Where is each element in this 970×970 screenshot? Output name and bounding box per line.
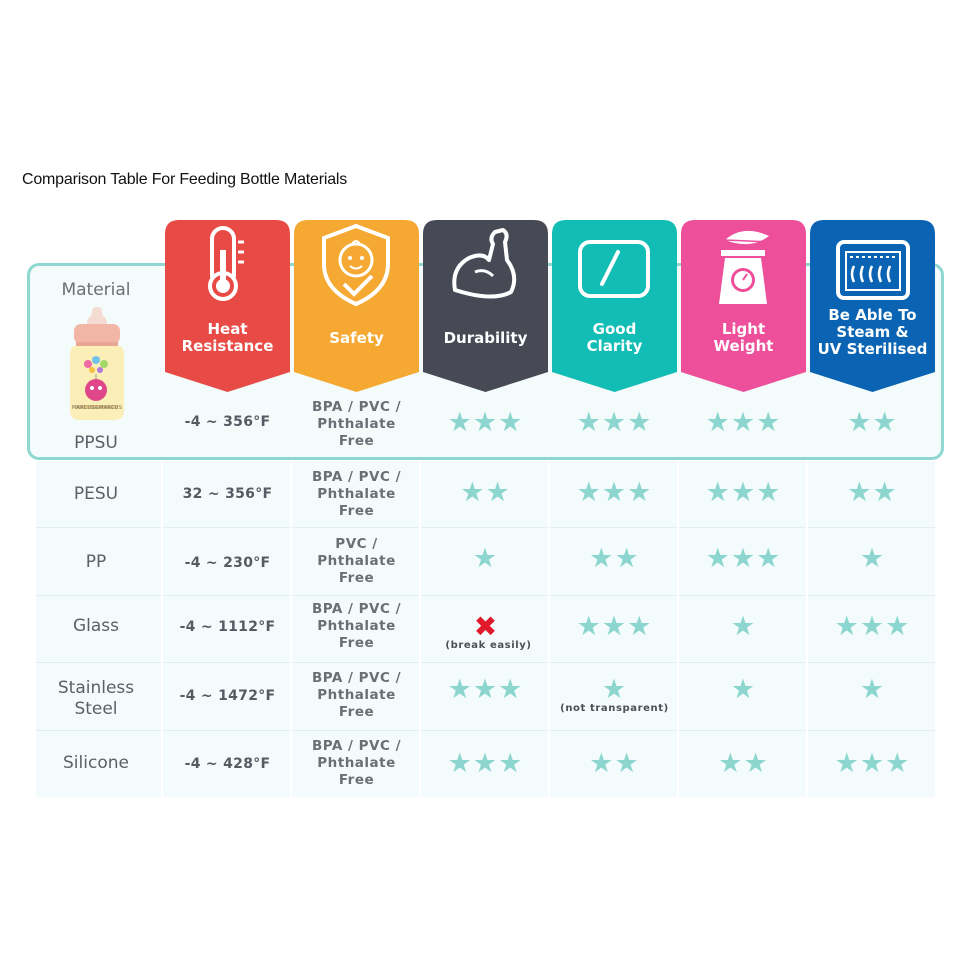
star-icon: ★	[472, 674, 499, 705]
star-icon: ★	[614, 748, 640, 779]
heat-ppsu: -4 ~ 356°F	[184, 414, 271, 430]
header-weight-label: Light Weight	[713, 320, 774, 355]
star-icon: ★	[627, 407, 653, 438]
flexed-arm-icon	[423, 220, 548, 310]
star-icon: ★	[498, 407, 524, 438]
header-material: Material	[61, 280, 131, 300]
star-icon: ★	[705, 477, 731, 508]
star-icon: ★	[872, 407, 898, 438]
column-divider	[806, 461, 808, 797]
weight-stainless-steel	[681, 676, 806, 704]
star-icon: ★	[705, 543, 731, 574]
durability-stainless-steel	[423, 676, 548, 704]
weight-silicone	[681, 750, 806, 778]
star-icon: ★	[756, 407, 782, 438]
column-divider	[548, 461, 550, 797]
star-icon: ★	[601, 477, 628, 508]
header-durability-label: Durability	[443, 328, 528, 347]
material-pesu: PESU	[73, 484, 119, 504]
header-safety	[294, 220, 419, 392]
material-ppsu: PPSU	[74, 433, 118, 453]
star-icon: ★	[834, 611, 860, 642]
row-divider	[36, 527, 935, 528]
star-icon: ★	[730, 477, 757, 508]
star-icon: ★	[885, 748, 911, 779]
star-icon: ★	[576, 407, 602, 438]
header-steam-label: Be Able To Steam & UV Sterilised	[817, 305, 928, 358]
feather-scale-icon	[681, 220, 806, 310]
star-icon: ★	[730, 407, 757, 438]
clarity-glass	[552, 613, 677, 641]
safety-pesu: BPA / PVC / Phthalate Free	[311, 469, 402, 519]
material-stainless-steel: Stainless Steel	[57, 678, 135, 719]
clarity-pesu	[552, 479, 677, 507]
star-icon: ★	[447, 748, 473, 779]
star-icon: ★	[447, 407, 473, 438]
steam-glass	[810, 613, 935, 641]
star-icon: ★	[576, 611, 602, 642]
star-icon: ★	[859, 611, 886, 642]
durability-pp	[423, 545, 548, 573]
material-silicone: Silicone	[63, 753, 129, 773]
star-icon: ★	[847, 407, 873, 438]
durability-glass-cross-icon: ✖	[473, 610, 498, 643]
safety-ppsu: BPA / PVC / Phthalate Free	[311, 399, 402, 449]
star-icon: ★	[834, 748, 860, 779]
star-icon: ★	[627, 477, 653, 508]
weight-pesu	[681, 479, 806, 507]
star-icon: ★	[447, 674, 473, 705]
material-pp: PP	[85, 552, 107, 572]
column-divider	[290, 461, 292, 797]
star-icon: ★	[705, 407, 731, 438]
star-icon: ★	[847, 477, 873, 508]
star-icon: ★	[472, 748, 499, 779]
header-safety-label: Safety	[329, 328, 384, 347]
star-icon: ★	[730, 674, 757, 705]
star-icon: ★	[589, 748, 615, 779]
steam-pesu	[810, 479, 935, 507]
safety-pp: PVC / Phthalate Free	[317, 536, 396, 586]
thermometer-icon	[165, 220, 290, 310]
star-icon: ★	[885, 611, 911, 642]
header-durability	[423, 220, 548, 392]
weight-pp	[681, 545, 806, 573]
star-icon: ★	[730, 543, 757, 574]
star-icon: ★	[498, 674, 524, 705]
clarity-pp	[552, 545, 677, 573]
star-icon: ★	[614, 543, 640, 574]
durability-pesu	[423, 479, 548, 507]
heat-silicone: -4 ~ 428°F	[184, 756, 271, 772]
material-glass: Glass	[72, 616, 120, 636]
star-icon: ★	[743, 748, 769, 779]
clarity-steel-note: (not transparent)	[560, 703, 669, 714]
star-icon: ★	[472, 407, 499, 438]
star-icon: ★	[472, 543, 499, 574]
star-icon: ★	[589, 543, 615, 574]
header-good-clarity	[552, 220, 677, 392]
clarity-stainless-steel	[552, 676, 677, 704]
star-icon: ★	[627, 611, 653, 642]
steam-pp	[810, 545, 935, 573]
baby-shield-icon	[294, 220, 419, 310]
column-divider	[161, 461, 163, 797]
steam-uv-oven-icon	[810, 220, 935, 310]
column-divider	[677, 461, 679, 797]
steam-silicone	[810, 750, 935, 778]
star-icon: ★	[730, 611, 757, 642]
star-icon: ★	[460, 477, 486, 508]
header-steam-uv	[810, 220, 935, 392]
heat-glass: -4 ~ 1112°F	[179, 619, 276, 635]
star-icon: ★	[872, 477, 898, 508]
header-clarity-label: Good Clarity	[586, 320, 643, 355]
star-icon: ★	[756, 477, 782, 508]
header-light-weight	[681, 220, 806, 392]
durability-ppsu	[423, 409, 548, 437]
durability-silicone	[423, 750, 548, 778]
star-icon: ★	[859, 543, 886, 574]
star-icon: ★	[601, 407, 628, 438]
star-icon: ★	[485, 477, 511, 508]
clear-glass-icon	[552, 220, 677, 310]
star-icon: ★	[859, 674, 886, 705]
clarity-ppsu	[552, 409, 677, 437]
weight-glass	[681, 613, 806, 641]
safety-silicone: BPA / PVC / Phthalate Free	[311, 738, 402, 788]
heat-stainless-steel: -4 ~ 1472°F	[179, 688, 276, 704]
star-icon: ★	[859, 748, 886, 779]
star-icon: ★	[498, 748, 524, 779]
column-divider	[419, 461, 421, 797]
durability-glass-note: (break easily)	[445, 640, 532, 651]
heat-pp: -4 ~ 230°F	[184, 555, 271, 571]
star-icon: ★	[601, 611, 628, 642]
star-icon: ★	[601, 674, 628, 705]
steam-stainless-steel	[810, 676, 935, 704]
row-divider	[36, 730, 935, 731]
row-divider	[36, 595, 935, 596]
star-icon: ★	[756, 543, 782, 574]
row-divider	[36, 662, 935, 663]
weight-ppsu	[681, 409, 806, 437]
clarity-silicone	[552, 750, 677, 778]
header-heat-resistance	[165, 220, 290, 392]
star-icon: ★	[718, 748, 744, 779]
safety-stainless-steel: BPA / PVC / Phthalate Free	[311, 670, 402, 720]
bottle-brand-label: MARCUS&MARCUS	[71, 405, 123, 411]
steam-ppsu	[810, 409, 935, 437]
header-heat-label: Heat Resistance	[181, 320, 274, 355]
heat-pesu: 32 ~ 356°F	[182, 486, 273, 502]
star-icon: ★	[576, 477, 602, 508]
safety-glass: BPA / PVC / Phthalate Free	[311, 601, 402, 651]
page-title: Comparison Table For Feeding Bottle Materials	[22, 171, 348, 188]
